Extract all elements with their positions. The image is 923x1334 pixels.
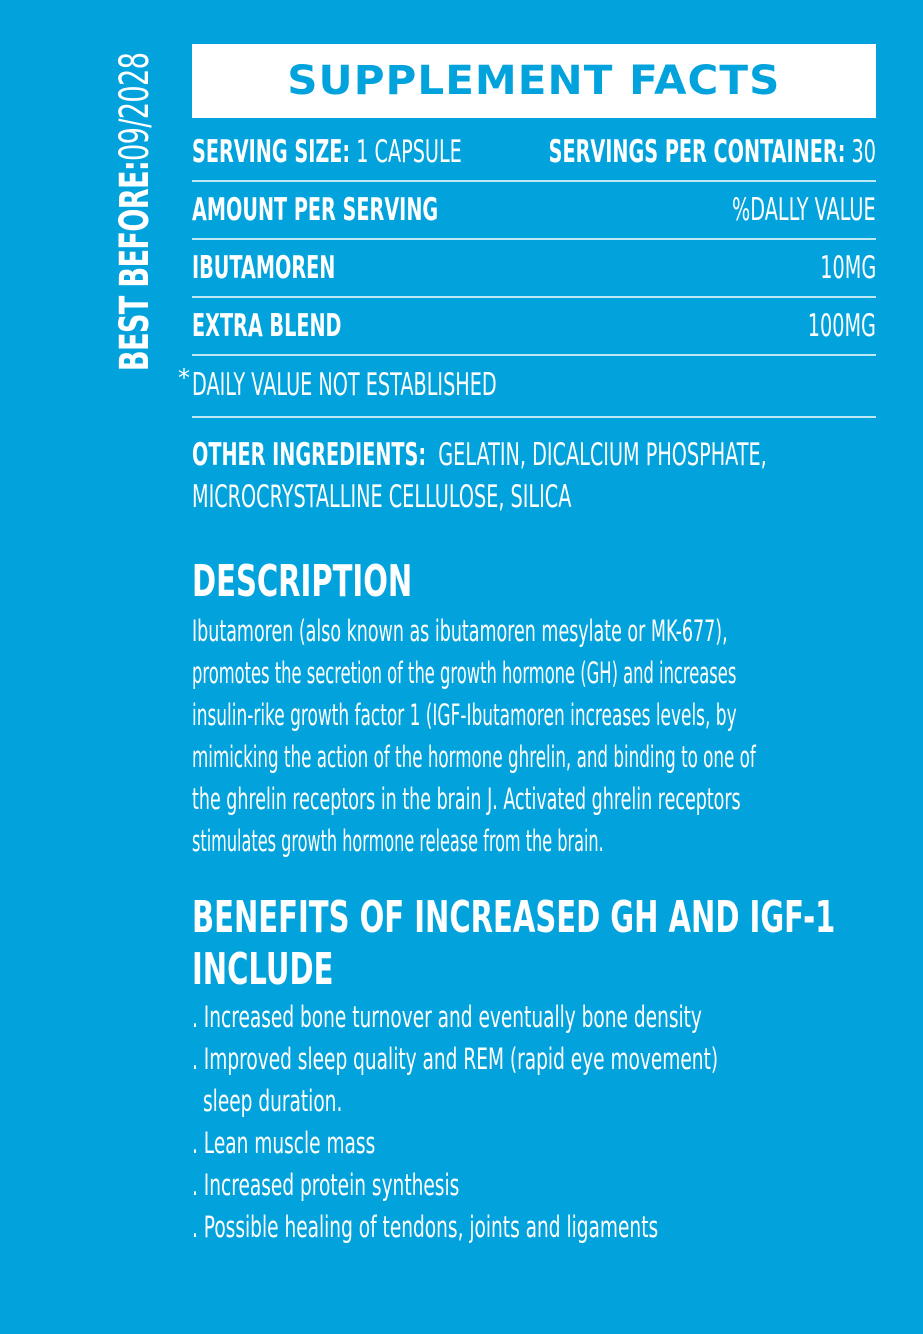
benefit-text: . Increased bone turnover and eventually bone density [192, 1000, 702, 1034]
daily-value-header [732, 191, 876, 229]
best-before-label: BEST BEFORE: [112, 161, 158, 372]
ingredient-row [192, 298, 876, 356]
supplement-facts-table [178, 124, 876, 418]
benefits-heading: BENEFITS OF INCREASED GH AND IGF-1 [192, 892, 836, 943]
list-item [192, 1206, 892, 1248]
list-item [192, 1122, 892, 1164]
best-before-date [110, 46, 160, 426]
benefit-text: . Possible healing of tendons, joints and ligaments [192, 1210, 659, 1244]
amount-per-serving-label [192, 191, 438, 229]
description-heading: DESCRIPTION [192, 556, 413, 607]
footnote-row [178, 356, 876, 418]
benefit-text: sleep duration. [203, 1084, 343, 1118]
other-ingredients [192, 434, 876, 518]
footnote-text-value: DAILY VALUE NOT ESTABLISHED [192, 367, 497, 403]
ingredient-row [192, 240, 876, 298]
serving-row [192, 124, 876, 182]
servings-per-container-value: 30 [851, 134, 876, 170]
benefits-heading-continued: INCLUDE [192, 944, 334, 995]
other-ingredients-line-2 [192, 478, 571, 516]
other-ingredients-line-1 [192, 436, 767, 474]
benefit-text: . Increased protein synthesis [192, 1168, 460, 1202]
serving-size-value: 1 CAPSULE [356, 134, 462, 170]
description-line: Ibutamoren (also known as ibutamoren mesylate or MK-677), [192, 614, 728, 648]
footnote-asterisk: * [178, 364, 190, 392]
ingredient-name-text: IBUTAMOREN [192, 250, 336, 286]
list-item [192, 1038, 892, 1080]
ingredient-name [192, 307, 341, 345]
ingredient-amount-text: 10MG [820, 250, 876, 286]
benefit-text: . Improved sleep quality and REM (rapid eye movement) [192, 1042, 719, 1076]
description-line: promotes the secretion of the growth hormone (GH) and increases [192, 656, 737, 690]
description-line: stimulates growth hormone release from the brain. [192, 824, 604, 858]
description-line: the ghrelin receptors in the brain J. Activated ghrelin receptors [192, 782, 741, 816]
benefits-list [192, 996, 892, 1248]
list-item [192, 1080, 892, 1122]
other-ingredients-text: MICROCRYSTALLINE CELLULOSE, SILICA [192, 479, 572, 515]
description-line: insulin-rike growth factor 1 (IGF-Ibutamoren increases levels, by [192, 698, 737, 732]
list-item [192, 996, 892, 1038]
other-ingredients-text: GELATIN, DICALCIUM PHOSPHATE, [438, 437, 767, 473]
ingredient-amount [820, 249, 876, 287]
servings-per-container [549, 133, 876, 171]
amount-header-row [192, 182, 876, 240]
supplement-facts-header [192, 44, 876, 118]
other-ingredients-label: OTHER INGREDIENTS: [192, 437, 427, 473]
servings-per-container-label: SERVINGS PER CONTAINER: [548, 134, 846, 170]
best-before-value: 09/2028 [112, 52, 158, 162]
benefit-text: . Lean muscle mass [192, 1126, 376, 1160]
serving-size [192, 133, 462, 171]
ingredient-name-text: EXTRA BLEND [192, 308, 342, 344]
ingredient-name [192, 249, 335, 287]
daily-value-header-text: %DALLY VALUE [732, 192, 876, 228]
ingredient-amount [808, 307, 876, 345]
ingredient-amount-text: 100MG [807, 308, 876, 344]
supplement-facts-title: SUPPLEMENT FACTS [287, 58, 781, 104]
description-line: mimicking the action of the hormone ghrelin, and binding to one of [192, 740, 756, 774]
amount-per-serving-text: AMOUNT PER SERVING [192, 192, 439, 228]
description-body [192, 610, 870, 862]
footnote-text [192, 366, 497, 404]
serving-size-label: SERVING SIZE: [192, 134, 351, 170]
list-item [192, 1164, 892, 1206]
